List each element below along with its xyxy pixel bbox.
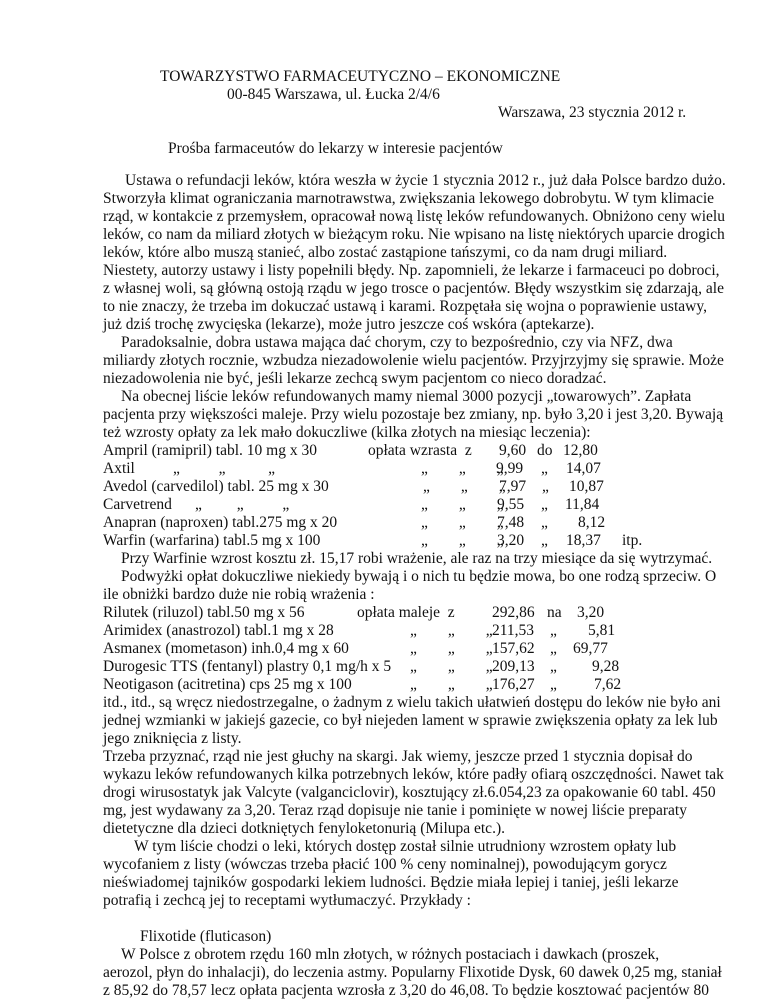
ditto-mark: „ „ „ (421, 514, 504, 531)
drug-name: Neotigason (acitretina) cps 25 mg x 100 (103, 676, 352, 693)
fee-separator: do (537, 442, 553, 459)
fee-separator: „ (542, 478, 549, 495)
section-heading: Flixotide (fluticason) (140, 928, 272, 945)
drug-name: Axtil (103, 460, 135, 477)
para6-line: drogi wirusostatyk jak Valcyte (valganciclovir), kosztujący zł.6.054,23 za opakowanie 60 tabl. 450 (103, 784, 716, 801)
drug-name: Durogesic TTS (fentanyl) plastry 0,1 mg/h x 5 (103, 658, 392, 675)
para5-line: itd., itd., są wręcz niedostrzegalne, o żadnym z wielu takich ułatwień dostępu do leków nie było ani (103, 694, 721, 711)
drug-name: Ampril (ramipril) tabl. 10 mg x 30 (103, 442, 317, 459)
letter-date: Warszawa, 23 stycznia 2012 r. (498, 104, 687, 121)
fee-to: 11,84 (565, 496, 600, 513)
fee-from: 292,86 (492, 604, 535, 621)
ditto-mark: „ „ „ (421, 460, 504, 477)
fee-to: 10,87 (569, 478, 604, 495)
fee-from: 209,13 (492, 658, 535, 675)
etc-text: itp. (622, 532, 643, 549)
para7-line: potrafią i zechcą jej to receptami wytłumaczyć. Przykłady : (103, 892, 471, 909)
drug-name: Warfin (warfarina) tabl.5 mg x 100 (103, 532, 321, 549)
drug-name: Carvetrend (103, 496, 172, 513)
fee-from: 9,55 (497, 496, 525, 513)
drug-name: Rilutek (riluzol) tabl.50 mg x 56 (103, 604, 305, 621)
fee-separator: „ (550, 658, 557, 675)
fee-from: 9,99 (496, 460, 524, 477)
fee-from: 211,53 (492, 622, 535, 639)
ditto-mark: „ „ „ (173, 460, 276, 477)
para2-line: miliardy złotych rocznie, wzbudza niezadowolenie wielu pacjentów. Przyjrzyjmy się sprawie. Może (103, 352, 724, 369)
fee-from: 157,62 (492, 640, 535, 657)
para7-line: W tym liście chodzi o leki, których dostęp został silnie utrudniony wzrostem opłaty lub (134, 838, 677, 855)
section-line: W Polsce z obrotem rzędu 160 mln złotych, w różnych postaciach i dawkach (proszek, (121, 946, 660, 963)
para1-line: Stworzyła klimat ograniczania marnotrawstwa, zwiększania lekowego dobrobytu. W tym klimacie (103, 190, 715, 207)
fee-separator: „ (550, 640, 557, 657)
fee-from: 7,97 (499, 478, 527, 495)
fee-from: 176,27 (492, 676, 535, 693)
ditto-mark: „ „ „ (195, 496, 290, 513)
para1-line: z własnej woli, są główną ostoją rządu w jego trosce o pacjentów. Błędy wszystkim się zdarzają, ale (103, 280, 724, 297)
fee-label: opłata wzrasta z (368, 442, 472, 459)
para7-line: nieświadomej tajników gospodarki lekiem ludności. Będzie miała lepiej i taniej, jeśli lekarze (103, 874, 679, 891)
drug-name: Asmanex (mometason) inh.0,4 mg x 60 (103, 640, 349, 657)
para1-line: rząd, w kontakcie z przemysłem, opracował nową listę leków refundowanych. Obniżono ceny wielu (103, 208, 725, 225)
organization-address: 00-845 Warszawa, ul. Łucka 2/4/6 (227, 86, 440, 103)
fee-to: 9,28 (592, 658, 620, 675)
fee-separator: „ (541, 532, 548, 549)
para1-line: Ustawa o refundacji leków, która weszła w życie 1 stycznia 2012 r., już dała Polsce bardzo dużo. (125, 172, 726, 189)
fee-separator: „ (550, 676, 557, 693)
organization-name: TOWARZYSTWO FARMACEUTYCZNO – EKONOMICZNE (160, 68, 561, 85)
section-line: aerozol, płyn do inhalacji), do leczenia astmy. Popularny Flixotide Dysk, 60 dawek 0,25 mg, staniał (103, 964, 722, 981)
fee-separator: „ (541, 460, 548, 477)
para2-line: Paradoksalnie, dobra ustawa mająca dać chorym, czy to bezpośrednio, czy via NFZ, dwa (121, 334, 673, 351)
para1-line: to nie znaczy, że trzeba im dokuczać ustawą i karami. Rozpętała się wojna o poprawienie ustawy, (103, 298, 707, 315)
ditto-mark: „ „ „ (410, 622, 493, 639)
drug-name: Arimidex (anastrozol) tabl.1 mg x 28 (103, 622, 334, 639)
fee-from: 7,48 (497, 514, 525, 531)
fee-to: 12,80 (563, 442, 598, 459)
fee-to: 3,20 (577, 604, 605, 621)
para3-line: Na obecnej liście leków refundowanych mamy niemal 3000 pozycji „towarowych”. Zapłata (121, 388, 692, 405)
ditto-mark: „ „ „ (423, 478, 506, 495)
para6-line: dietetyczne dla dzieci dotkniętych fenyloketonurią (Milupa etc.). (103, 820, 505, 837)
para1-line: Niestety, autorzy ustawy i listy popełnili błędy. Np. zapomnieli, że lekarze i farmaceuci po dobroci, (103, 262, 720, 279)
drug-name: Anapran (naproxen) tabl.275 mg x 20 (103, 514, 338, 531)
ditto-mark: „ „ „ (421, 532, 504, 549)
ditto-mark: „ „ „ (410, 658, 493, 675)
para5-line: jednej wzmianki w jakiejś gazecie, co był niejeden lament w sprawie zwiększenia opłaty za lek lub (103, 712, 718, 729)
para6-line: Trzeba przyznać, rząd nie jest głuchy na skargi. Jak wiemy, jeszcze przed 1 stycznia dopisał do (103, 748, 693, 765)
fee-from: 3,20 (497, 532, 525, 549)
section-line: z 85,92 do 78,57 lecz opłata pacjenta wzrosła z 3,20 do 46,08. To będzie kosztować pacjentów 80 (103, 982, 709, 999)
fee-from: 9,60 (499, 442, 527, 459)
ditto-mark: „ „ „ (410, 676, 493, 693)
fee-to: 69,77 (573, 640, 608, 657)
fee-label: opłata maleje z (357, 604, 455, 621)
fee-to: 7,62 (594, 676, 622, 693)
para6-line: mg, jest wydawany za 3,20. Teraz rząd dopisuje nie tanie i pominięte w nowej liście preparaty (103, 802, 687, 819)
para4-line: Podwyżki opłat dokuczliwe niekiedy bywają i o nich tu będzie mowa, bo one rodzą sprzeciw. O (121, 568, 717, 585)
drug-name: Avedol (carvedilol) tabl. 25 mg x 30 (103, 478, 329, 495)
fee-to: 8,12 (578, 514, 606, 531)
para3-line: też wzrosty opłaty za lek mało dokuczliwe (kilka złotych na miesiąc leczenia): (103, 424, 591, 441)
ditto-mark: „ „ „ (421, 496, 504, 513)
letter-title: Prośba farmaceutów do lekarzy w interesie pacjentów (168, 140, 503, 157)
para1-line: leków, które albo muszą stanieć, albo zostać zastąpione tańszymi, co da nam drugi miliard. (103, 244, 668, 261)
fee-separator: na (547, 604, 562, 621)
fee-to: 14,07 (566, 460, 601, 477)
fee-separator: „ (541, 496, 548, 513)
para6-line: wykazu leków refundowanych kilka potrzebnych leków, które padły ofiarą oszczędności. Nawet tak (103, 766, 724, 783)
para4-line: ile obniżki bardzo duże nie robią wrażenia : (103, 586, 375, 603)
ditto-mark: „ „ „ (410, 640, 493, 657)
para1-line: leków, co nam da miliard złotych w bieżącym roku. Nie wpisano na listę niektórych uparcie drogich (103, 226, 725, 243)
para5-line: jego zniknięcia z listy. (103, 730, 242, 747)
para4-line: Przy Warfinie wzrost kosztu zł. 15,17 robi wrażenie, ale raz na trzy miesiące da się wytrzymać. (121, 550, 713, 567)
fee-to: 18,37 (566, 532, 601, 549)
para2-line: niezadowolenia nie być, jeśli lekarze zechcą swym pacjentom co nieco doradzać. (103, 370, 607, 387)
para1-line: już dziś trochę zwycięska (lekarze), może jutro jeszcze coś wskóra (aptekarze). (103, 316, 595, 333)
para3-line: pacjenta przy większości maleje. Przy wielu pozostaje bez zmiany, np. było 3,20 i jest 3,20. Bywają (103, 406, 724, 423)
fee-to: 5,81 (588, 622, 616, 639)
para7-line: wycofaniem z listy (wówczas trzeba płacić 100 % ceny nominalnej), powodującym gorycz (103, 856, 667, 873)
fee-separator: „ (550, 622, 557, 639)
fee-separator: „ (541, 514, 548, 531)
